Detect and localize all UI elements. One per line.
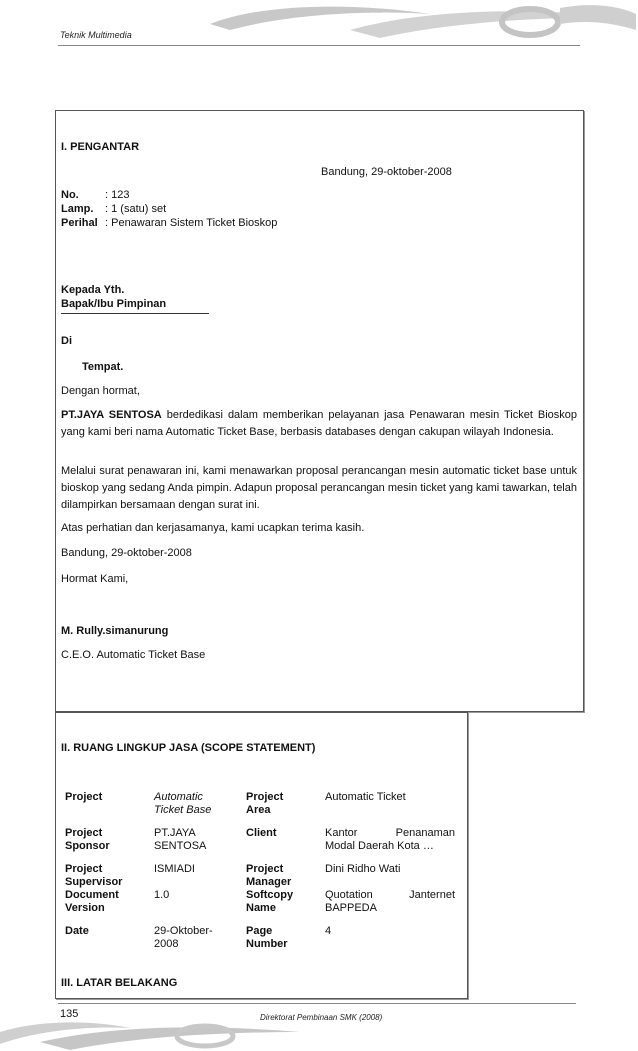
footer-rule — [58, 1003, 576, 1004]
date-value-line-2: 2008 — [154, 938, 179, 950]
softcopy-label-line-1: Softcopy — [246, 889, 294, 901]
addressee-blank-line — [61, 313, 209, 314]
sponsor-value-line-2: SENTOSA — [154, 840, 207, 852]
page-number-label-line-1: Page — [246, 925, 273, 937]
date-label: Date — [65, 925, 89, 937]
supervisor-label-line-2: Supervisor — [65, 876, 123, 888]
softcopy-label-line-2: Name — [246, 902, 276, 914]
closing-salutation: Hormat Kami, — [61, 573, 129, 585]
signer-name: M. Rully.simanurung — [61, 625, 169, 637]
meta-value-no: : 123 — [105, 189, 130, 201]
client-value-line-1: Kantor Penanaman — [325, 827, 455, 839]
softcopy-value-line-2: BAPPEDA — [325, 902, 377, 914]
section-title-pengantar: I. PENGANTAR — [61, 141, 140, 153]
scope-box — [55, 712, 468, 999]
paragraph-3: Atas perhatian dan kerjasamanya, kami ucapkan terima kasih. — [61, 522, 365, 534]
addressee-line-2: Bapak/Ibu Pimpinan — [61, 298, 167, 310]
project-area-value: Automatic Ticket — [325, 791, 406, 803]
project-value-line-1: Automatic — [154, 791, 203, 803]
document-version-value: 1.0 — [154, 889, 170, 901]
footer-page-number: 135 — [60, 1008, 79, 1020]
running-header-title: Teknik Multimedia — [60, 30, 132, 40]
meta-label-lamp: Lamp. — [61, 203, 94, 215]
greeting: Dengan hormat, — [61, 385, 140, 397]
paragraph-1-text: berdedikasi dalam memberikan pelayanan jasa Penawaran mesin Ticket Bioskop yang kami beri nama Automatic Ticket Base, berbasis databases dengan cakupan wilayah Indonesia. — [61, 409, 577, 438]
paragraph-2: Melalui surat penawaran ini, kami menawarkan proposal perancangan mesin automatic ticket base untuk bioskop yang sedang Anda pimpin. Adapun proposal perancangan mesin ticket yang kami tawarkan, telah dilampirkan bersamaan dengan surat ini. — [61, 465, 577, 511]
project-value-line-2: Ticket Base — [154, 804, 212, 816]
closing-date: Bandung, 29-oktober-2008 — [61, 547, 192, 559]
meta-label-perihal: Perihal — [61, 217, 98, 229]
paragraph-1 — [61, 407, 577, 441]
project-area-label-line-2: Area — [246, 804, 271, 816]
document-version-label-line-1: Document — [65, 889, 119, 901]
addressee-tempat: Tempat. — [82, 361, 124, 373]
project-label: Project — [65, 791, 103, 803]
meta-value-lamp: : 1 (satu) set — [105, 203, 167, 215]
page-number-value: 4 — [325, 925, 332, 937]
footer-swoosh-decoration — [0, 1012, 330, 1051]
place-date: Bandung, 29-oktober-2008 — [321, 166, 452, 178]
document-version-label-line-2: Version — [65, 902, 105, 914]
manager-label-line-1: Project — [246, 863, 284, 875]
header-swoosh-decoration — [200, 0, 638, 44]
date-value-line-1: 29-Oktober- — [154, 925, 213, 937]
manager-value: Dini Ridho Wati — [325, 863, 401, 875]
page-number-label-line-2: Number — [246, 938, 288, 950]
softcopy-value-line-1: Quotation Janternet — [325, 889, 455, 901]
meta-label-no: No. — [61, 189, 79, 201]
project-area-label-line-1: Project — [246, 791, 284, 803]
section-title-latar-belakang: III. LATAR BELAKANG — [61, 977, 178, 989]
section-title-scope: II. RUANG LINGKUP JASA (SCOPE STATEMENT) — [61, 742, 316, 754]
client-label: Client — [246, 827, 277, 839]
addressee-line-1: Kepada Yth. — [61, 284, 125, 296]
signer-title: C.E.O. Automatic Ticket Base — [61, 649, 206, 661]
supervisor-label-line-1: Project — [65, 863, 103, 875]
sponsor-value-line-1: PT.JAYA — [154, 827, 196, 839]
sponsor-label-line-1: Project — [65, 827, 103, 839]
supervisor-value: ISMIADI — [154, 863, 195, 875]
meta-value-perihal: : Penawaran Sistem Ticket Bioskop — [105, 217, 278, 229]
footer-organization: Direktorat Pembinaan SMK (2008) — [260, 1013, 383, 1022]
manager-label-line-2: Manager — [246, 876, 292, 888]
header-rule — [58, 45, 580, 46]
letter-box — [55, 110, 584, 712]
sponsor-label-line-2: Sponsor — [65, 840, 110, 852]
client-value-line-2: Modal Daerah Kota … — [325, 840, 434, 852]
paragraph-1-company: PT.JAYA SENTOSA — [61, 409, 162, 421]
addressee-di: Di — [61, 335, 72, 347]
